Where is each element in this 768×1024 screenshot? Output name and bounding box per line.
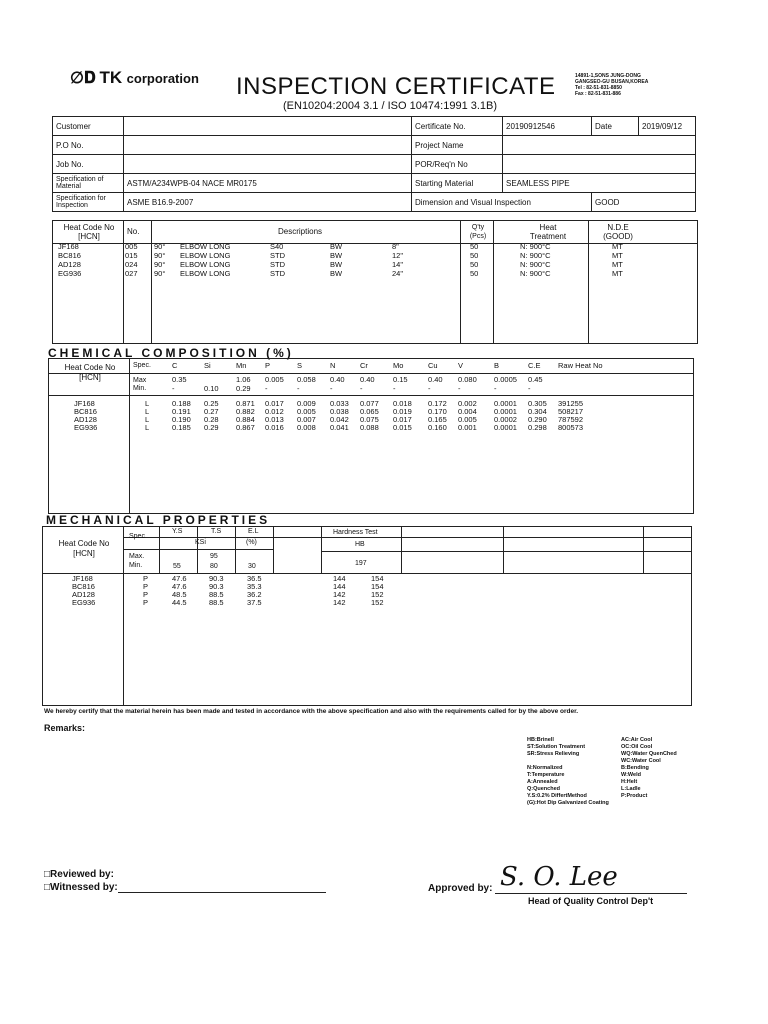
- item-ht-cell: N: 900°C: [520, 260, 551, 269]
- item-size-cell: 12": [392, 251, 404, 260]
- date-value: 2019/09/12: [639, 117, 696, 136]
- mech-ys-cell: 47.6: [172, 574, 187, 583]
- legend-item: WC:Water Cool: [621, 758, 661, 764]
- item-deg-cell: 90°: [154, 251, 166, 260]
- mech-el-cell: 37.5: [247, 598, 262, 607]
- date-label: Date: [592, 117, 639, 136]
- chem-value-cell: 0.172: [428, 399, 447, 408]
- mech-pct-label: (%): [246, 539, 257, 546]
- items-header-heat: Heat Code No [HCN]: [63, 223, 115, 241]
- chem-max-label: Max: [133, 377, 147, 384]
- items-header-no: No.: [127, 227, 140, 236]
- chem-value-cell: 0.017: [393, 415, 412, 424]
- chem-element-header: Cr: [360, 361, 368, 370]
- item-deg-cell: 90°: [154, 260, 166, 269]
- item-type-cell: ELBOW LONG: [180, 251, 231, 260]
- chem-value-cell: 0.041: [330, 423, 349, 432]
- chem-value-cell: 0.191: [172, 407, 191, 416]
- mech-hcn-cell: JF168: [72, 574, 93, 583]
- chem-max-cell: 0.0005: [494, 375, 517, 384]
- chem-element-header: N: [330, 361, 336, 370]
- chem-value-cell: 0.012: [265, 407, 284, 416]
- item-qty-cell: 50: [470, 269, 479, 278]
- chem-value-cell: 0.009: [297, 399, 316, 408]
- item-size-cell: 24": [392, 269, 404, 278]
- chem-value-cell: 0.075: [360, 415, 379, 424]
- mech-ys-label: Y.S: [172, 528, 183, 535]
- item-ht-cell: N: 900°C: [520, 269, 551, 278]
- item-type-cell: ELBOW LONG: [180, 242, 231, 251]
- item-end-cell: BW: [330, 269, 343, 278]
- item-type-cell: ELBOW LONG: [180, 269, 231, 278]
- certification-statement: We hereby certify that the material herein has been made and tested in accordance with the above specification and also with the requirements called for by the above order.: [44, 708, 579, 715]
- mech-hcn-cell: AD128: [72, 590, 95, 599]
- chem-min-cell: -: [393, 384, 396, 393]
- project-value: [503, 136, 696, 155]
- chem-element-header: Cu: [428, 361, 438, 370]
- company-address: [575, 73, 648, 97]
- chem-value-cell: 0.185: [172, 423, 191, 432]
- chem-spec-cell: L: [145, 415, 150, 424]
- head-qc-label: Head of Quality Control Dep't: [528, 896, 654, 906]
- chem-value-cell: 0.015: [393, 423, 412, 432]
- chem-value-cell: 0.077: [360, 399, 379, 408]
- mech-hcn-label: Heat Code No [HCN]: [58, 539, 110, 558]
- mech-el-cell: 36.5: [247, 574, 262, 583]
- chem-spec-cell: L: [145, 423, 150, 432]
- item-deg-cell: 90°: [154, 242, 166, 251]
- mech-ksi-label: KSi: [195, 539, 206, 546]
- chem-value-cell: 0.160: [428, 423, 447, 432]
- document-subtitle: (EN10204:2004 3.1 / ISO 10474:1991 3.1B): [283, 100, 498, 112]
- chemical-section-title: CHEMICAL COMPOSITION (%): [48, 346, 294, 360]
- mech-hb-max: 197: [355, 560, 367, 567]
- item-hcn-cell: AD128: [58, 260, 81, 269]
- chem-max-cell: 0.45: [528, 375, 543, 384]
- mech-spec-label: Spec: [129, 533, 145, 540]
- chem-value-cell: 800573: [558, 423, 584, 432]
- mech-ts-cell: 90.3: [209, 582, 224, 591]
- chem-value-cell: 0.0001: [494, 423, 517, 432]
- mech-h2-cell: 152: [371, 590, 384, 599]
- items-header-nde: N.D.E (GOOD): [603, 223, 633, 241]
- legend-item: N:Normalized: [527, 765, 563, 771]
- legend-item: OC:Oil Cool: [621, 744, 653, 750]
- legend-item: P:Product: [621, 793, 648, 799]
- project-label: Project Name: [412, 136, 503, 155]
- address-line: Fax : 82-51-831-886: [575, 91, 621, 97]
- mech-spec-cell: P: [143, 582, 149, 591]
- chem-min-cell: -: [458, 384, 461, 393]
- chem-value-cell: 0.038: [330, 407, 349, 416]
- mech-el-cell: 36.2: [247, 590, 262, 599]
- chem-value-cell: 0.298: [528, 423, 547, 432]
- chem-max-cell: 0.40: [330, 375, 345, 384]
- chem-value-cell: 0.018: [393, 399, 412, 408]
- spec-material-label: Specification of Material: [53, 174, 124, 193]
- mech-h2-cell: 154: [371, 582, 384, 591]
- chem-hcn-cell: EG936: [74, 423, 98, 432]
- chem-min-label: Min.: [133, 385, 147, 392]
- mech-el-label: E.L: [248, 528, 259, 535]
- mech-ys-cell: 47.6: [172, 582, 187, 591]
- chem-value-cell: 0.29: [204, 423, 219, 432]
- chem-spec-cell: L: [145, 399, 150, 408]
- chem-max-cell: 0.35: [172, 375, 187, 384]
- legend-item: H:Helt: [621, 779, 638, 785]
- chem-hcn-cell: AD128: [74, 415, 97, 424]
- item-qty-cell: 50: [470, 242, 479, 251]
- chem-element-header: V: [458, 361, 464, 370]
- item-hcn-cell: BC816: [58, 251, 81, 260]
- item-ht-cell: N: 900°C: [520, 251, 551, 260]
- chem-min-cell: -: [428, 384, 431, 393]
- chem-value-cell: 0.190: [172, 415, 191, 424]
- chem-hcn-cell: JF168: [74, 399, 95, 408]
- chem-element-header: Mn: [236, 361, 247, 370]
- spec-inspection-label: Specification for Inspection: [53, 193, 124, 212]
- cert-no-label: Certificate No.: [412, 117, 503, 136]
- chem-min-cell: 0.10: [204, 384, 219, 393]
- legend-item: WQ:Water QuenChed: [621, 751, 677, 757]
- chem-element-header: Mo: [393, 361, 404, 370]
- chem-value-cell: 0.013: [265, 415, 284, 424]
- items-table: [52, 220, 698, 344]
- mech-spec-cell: P: [143, 590, 149, 599]
- mech-hcn-cell: EG936: [72, 598, 96, 607]
- legend-item: ST:Solution Treatment: [527, 744, 586, 750]
- mech-hcn-cell: BC816: [72, 582, 95, 591]
- certificate-info-table: [52, 116, 696, 212]
- item-ht-cell: N: 900°C: [520, 242, 551, 251]
- legend-item: L:Ladle: [621, 786, 641, 792]
- item-end-cell: BW: [330, 251, 343, 260]
- item-size-cell: 14": [392, 260, 404, 269]
- mech-ys-cell: 44.5: [172, 598, 187, 607]
- chem-min-cell: -: [172, 384, 175, 393]
- chem-min-cell: -: [528, 384, 531, 393]
- mech-hb-label: HB: [355, 541, 365, 548]
- chem-min-cell: -: [265, 384, 268, 393]
- item-end-cell: BW: [330, 260, 343, 269]
- mech-el-min: 30: [248, 563, 256, 570]
- mech-max-label: Max.: [129, 553, 145, 560]
- company-name: TK: [99, 68, 123, 87]
- chem-max-cell: 0.080: [458, 375, 477, 384]
- legend-item: [527, 758, 609, 765]
- chem-value-cell: 391255: [558, 399, 584, 408]
- mech-h1-cell: 144: [333, 574, 346, 583]
- chem-min-cell: -: [494, 384, 497, 393]
- chem-value-cell: 0.033: [330, 399, 349, 408]
- chem-min-cell: -: [360, 384, 363, 393]
- chem-element-header: P: [265, 361, 271, 370]
- chem-value-cell: 0.0001: [494, 399, 517, 408]
- remarks-label: Remarks:: [44, 723, 86, 733]
- starting-material-label: Starting Material: [412, 174, 503, 193]
- legend-item: Y.S:0.2% DiffertMethod: [527, 793, 587, 799]
- item-sch-cell: STD: [270, 269, 285, 278]
- chem-value-cell: 0.871: [236, 399, 255, 408]
- approver-signature-line: [495, 893, 687, 894]
- mech-ts-min: 80: [210, 563, 218, 570]
- chem-element-header: Si: [204, 361, 211, 370]
- mech-spec-cell: P: [143, 574, 149, 583]
- mechanical-table: [42, 526, 692, 706]
- item-no-cell: 024: [125, 260, 138, 269]
- chem-max-cell: 0.058: [297, 375, 316, 384]
- chem-max-cell: 0.40: [428, 375, 443, 384]
- chem-value-cell: 508217: [558, 407, 584, 416]
- item-sch-cell: STD: [270, 260, 285, 269]
- item-sch-cell: STD: [270, 251, 285, 260]
- job-value: [124, 155, 412, 174]
- item-hcn-cell: JF168: [58, 242, 79, 251]
- mech-h2-cell: 154: [371, 574, 384, 583]
- customer-label: Customer: [53, 117, 124, 136]
- por-value: [503, 155, 696, 174]
- reviewed-by-label: □Reviewed by:: [44, 869, 114, 880]
- chem-max-cell: 0.005: [265, 375, 284, 384]
- chem-value-cell: 0.005: [297, 407, 316, 416]
- legend-item: (G):Hot Dip Galvanized Coating: [527, 800, 609, 806]
- logo-icon: ∅𝐃: [70, 70, 96, 87]
- mech-el-cell: 35.3: [247, 582, 262, 591]
- item-hcn-cell: EG936: [58, 269, 82, 278]
- item-qty-cell: 50: [470, 251, 479, 260]
- spec-inspection-value: ASME B16.9-2007: [124, 193, 412, 212]
- chem-value-cell: 0.004: [458, 407, 477, 416]
- chem-element-header: C: [172, 361, 178, 370]
- chem-max-cell: 0.40: [360, 375, 375, 384]
- chem-element-header: Raw Heat No: [558, 361, 603, 370]
- legend-item: AC:Air Cool: [621, 737, 653, 743]
- document-title: INSPECTION CERTIFICATE: [236, 73, 556, 100]
- approved-by-label: Approved by:: [428, 883, 493, 894]
- witnessed-by-label: □Witnessed by:: [44, 882, 118, 893]
- item-nde-cell: MT: [612, 269, 623, 278]
- chem-element-header: C.E: [528, 361, 541, 370]
- legend-item: B:Bending: [621, 765, 649, 771]
- items-header-qty: Q'ty (Pcs): [469, 224, 487, 240]
- dimension-label: Dimension and Visual Inspection: [412, 193, 592, 212]
- chem-value-cell: 0.001: [458, 423, 477, 432]
- po-label: P.O No.: [53, 136, 124, 155]
- mech-ys-cell: 48.5: [172, 590, 187, 599]
- spec-material-value: ASTM/A234WPB-04 NACE MR0175: [124, 174, 412, 193]
- chem-max-cell: 1.06: [236, 375, 251, 384]
- mechanical-section-title: MECHANICAL PROPERTIES: [46, 513, 271, 527]
- chem-value-cell: 0.28: [204, 415, 219, 424]
- item-no-cell: 015: [125, 251, 138, 260]
- chem-value-cell: 0.290: [528, 415, 547, 424]
- item-size-cell: 8": [392, 242, 399, 251]
- address-line: Tel : 82-51-831-8850: [575, 85, 622, 91]
- dimension-value: GOOD: [592, 193, 696, 212]
- customer-value: [124, 117, 412, 136]
- chem-min-cell: -: [330, 384, 333, 393]
- chem-value-cell: 0.884: [236, 415, 255, 424]
- item-qty-cell: 50: [470, 260, 479, 269]
- items-header-heat-treatment: Heat Treatment: [529, 223, 567, 241]
- item-end-cell: BW: [330, 242, 343, 251]
- items-header-desc: Descriptions: [278, 227, 323, 236]
- chem-value-cell: 0.065: [360, 407, 379, 416]
- chem-hcn-label: Heat Code No [HCN]: [64, 363, 116, 382]
- po-value: [124, 136, 412, 155]
- chem-value-cell: 0.0002: [494, 415, 517, 424]
- item-nde-cell: MT: [612, 242, 623, 251]
- approver-signature: S. O. Lee: [500, 862, 618, 892]
- chem-value-cell: 0.867: [236, 423, 255, 432]
- item-no-cell: 005: [125, 242, 138, 251]
- chem-value-cell: 0.042: [330, 415, 349, 424]
- chem-min-cell: 0.29: [236, 384, 251, 393]
- address-line: GANGSEO-GU BUSAN,KOREA: [575, 79, 649, 85]
- chem-value-cell: 0.170: [428, 407, 447, 416]
- chem-value-cell: 0.017: [265, 399, 284, 408]
- chem-value-cell: 0.008: [297, 423, 316, 432]
- mech-ts-label: T.S: [211, 528, 222, 535]
- mech-hardness-label: Hardness Test: [333, 529, 378, 536]
- mech-spec-cell: P: [143, 598, 149, 607]
- mech-h1-cell: 142: [333, 590, 346, 599]
- mech-h1-cell: 144: [333, 582, 346, 591]
- mech-ts-cell: 88.5: [209, 590, 224, 599]
- chem-value-cell: 0.016: [265, 423, 284, 432]
- legend-right: [621, 737, 677, 800]
- chem-spec-cell: L: [145, 407, 150, 416]
- por-label: POR/Req'n No: [412, 155, 503, 174]
- legend-item: T:Temperature: [527, 772, 565, 778]
- witness-signature-line: [118, 892, 326, 893]
- chem-value-cell: 0.0001: [494, 407, 517, 416]
- item-no-cell: 027: [125, 269, 138, 278]
- legend-item: HB:Brinell: [527, 737, 554, 743]
- legend-item: W:Weld: [621, 772, 641, 778]
- mech-min-label: Min.: [129, 562, 143, 569]
- starting-material-value: SEAMLESS PIPE: [503, 174, 696, 193]
- item-type-cell: ELBOW LONG: [180, 260, 231, 269]
- mech-ts-max: 95: [210, 553, 218, 560]
- chem-value-cell: 0.305: [528, 399, 547, 408]
- legend-item: SR:Stress Relieving: [527, 751, 580, 757]
- chem-value-cell: 0.007: [297, 415, 316, 424]
- item-nde-cell: MT: [612, 251, 623, 260]
- legend-item: Q:Quenched: [527, 786, 561, 792]
- chem-value-cell: 0.019: [393, 407, 412, 416]
- mech-ts-cell: 90.3: [209, 574, 224, 583]
- cert-no-value: 20190912546: [503, 117, 592, 136]
- chem-value-cell: 0.27: [204, 407, 219, 416]
- job-label: Job No.: [53, 155, 124, 174]
- chem-value-cell: 0.005: [458, 415, 477, 424]
- item-nde-cell: MT: [612, 260, 623, 269]
- mech-h1-cell: 142: [333, 598, 346, 607]
- legend-item: A:Annealed: [527, 779, 558, 785]
- company-logo: [70, 68, 199, 88]
- chem-element-header: S: [297, 361, 303, 370]
- chem-value-cell: 0.304: [528, 407, 547, 416]
- item-deg-cell: 90°: [154, 269, 166, 278]
- chem-value-cell: 0.188: [172, 399, 191, 408]
- chem-value-cell: 0.002: [458, 399, 477, 408]
- mech-ys-min: 55: [173, 563, 181, 570]
- chem-hcn-cell: BC816: [74, 407, 97, 416]
- chem-element-header: B: [494, 361, 500, 370]
- mech-h2-cell: 152: [371, 598, 384, 607]
- company-suffix: corporation: [126, 71, 199, 86]
- chem-value-cell: 0.25: [204, 399, 219, 408]
- chem-max-cell: 0.15: [393, 375, 408, 384]
- chem-min-cell: -: [297, 384, 300, 393]
- address-line: 14891-1,SONS JUNG-DONG: [575, 73, 641, 79]
- chem-value-cell: 787592: [558, 415, 584, 424]
- legend-left: [527, 737, 609, 807]
- chem-value-cell: 0.165: [428, 415, 447, 424]
- mech-ts-cell: 88.5: [209, 598, 224, 607]
- chem-value-cell: 0.882: [236, 407, 255, 416]
- chem-spec-label: Spec.: [133, 362, 151, 369]
- chem-value-cell: 0.088: [360, 423, 379, 432]
- item-sch-cell: S40: [270, 242, 284, 251]
